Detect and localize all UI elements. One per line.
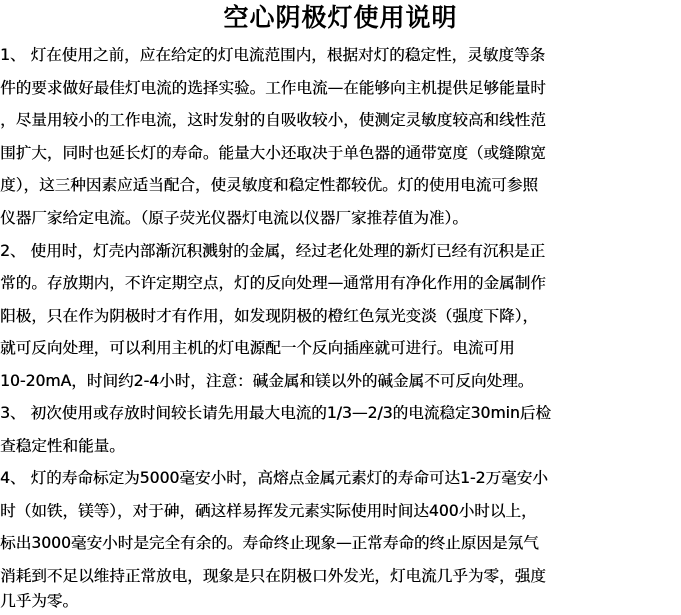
text-line: 消耗到不足以维持正常放电，现象是只在阴极口外发光，灯电流几乎为零，强度 [0,567,546,585]
text-line: 件的要求做好最佳灯电流的选择实验。工作电流—在能够向主机提供足够能量时 [0,79,546,97]
text-line: 3、 初次使用或存放时间较长请先用最大电流的1/3—2/3的电流稳定30min后检 [0,404,551,422]
text-line: 10-20mA，时间约2-4小时，注意：碱金属和镁以外的碱金属不可反向处理。 [0,372,534,390]
text-line: 时（如铁，镁等），对于砷，硒这样易挥发元素实际使用时间达400小时以上， [0,502,537,520]
text-line: 常的。存放期内，不许定期空点，灯的反向处理—通常用有净化作用的金属制作 [0,274,546,292]
text-line: 就可反向处理，可以利用主机的灯电源配一个反向插座就可进行。电流可用 [0,339,515,357]
page-title: 空心阴极灯使用说明 [223,3,458,32]
text-line: 1、 灯在使用之前，应在给定的灯电流范围内，根据对灯的稳定性，灵敏度等条 [0,46,546,64]
text-line: 几乎为零。 [0,592,78,610]
text-line: 标出3000毫安小时是完全有余的。寿命终止现象—正常寿命的终止原因是氖气 [0,534,539,552]
text-line: 度），这三种因素应适当配合，使灵敏度和稳定性都较优。灯的使用电流可参照 [0,176,538,194]
text-line: 查稳定性和能量。 [0,437,125,455]
text-line: 2、 使用时，灯壳内部渐沉积溅射的金属，经过老化处理的新灯已经有沉积是正 [0,242,546,260]
text-line: 仪器厂家给定电流。（原子荧光仪器灯电流以仪器厂家推荐值为准）。 [0,209,468,227]
text-line: 4、 灯的寿命标定为5000毫安小时，高熔点金属元素灯的寿命可达1-2万毫安小 [0,469,548,487]
text-line: ，尽量用较小的工作电流，这时发射的自吸收较小，使测定灵敏度较高和线性范 [0,111,546,129]
text-line: 阳极，只在作为阴极时才有作用，如发现阴极的橙红色氖光变淡（强度下降）， [0,307,538,325]
text-line: 围扩大，同时也延长灯的寿命。能量大小还取决于单色器的通带宽度（或缝隙宽 [0,144,546,162]
